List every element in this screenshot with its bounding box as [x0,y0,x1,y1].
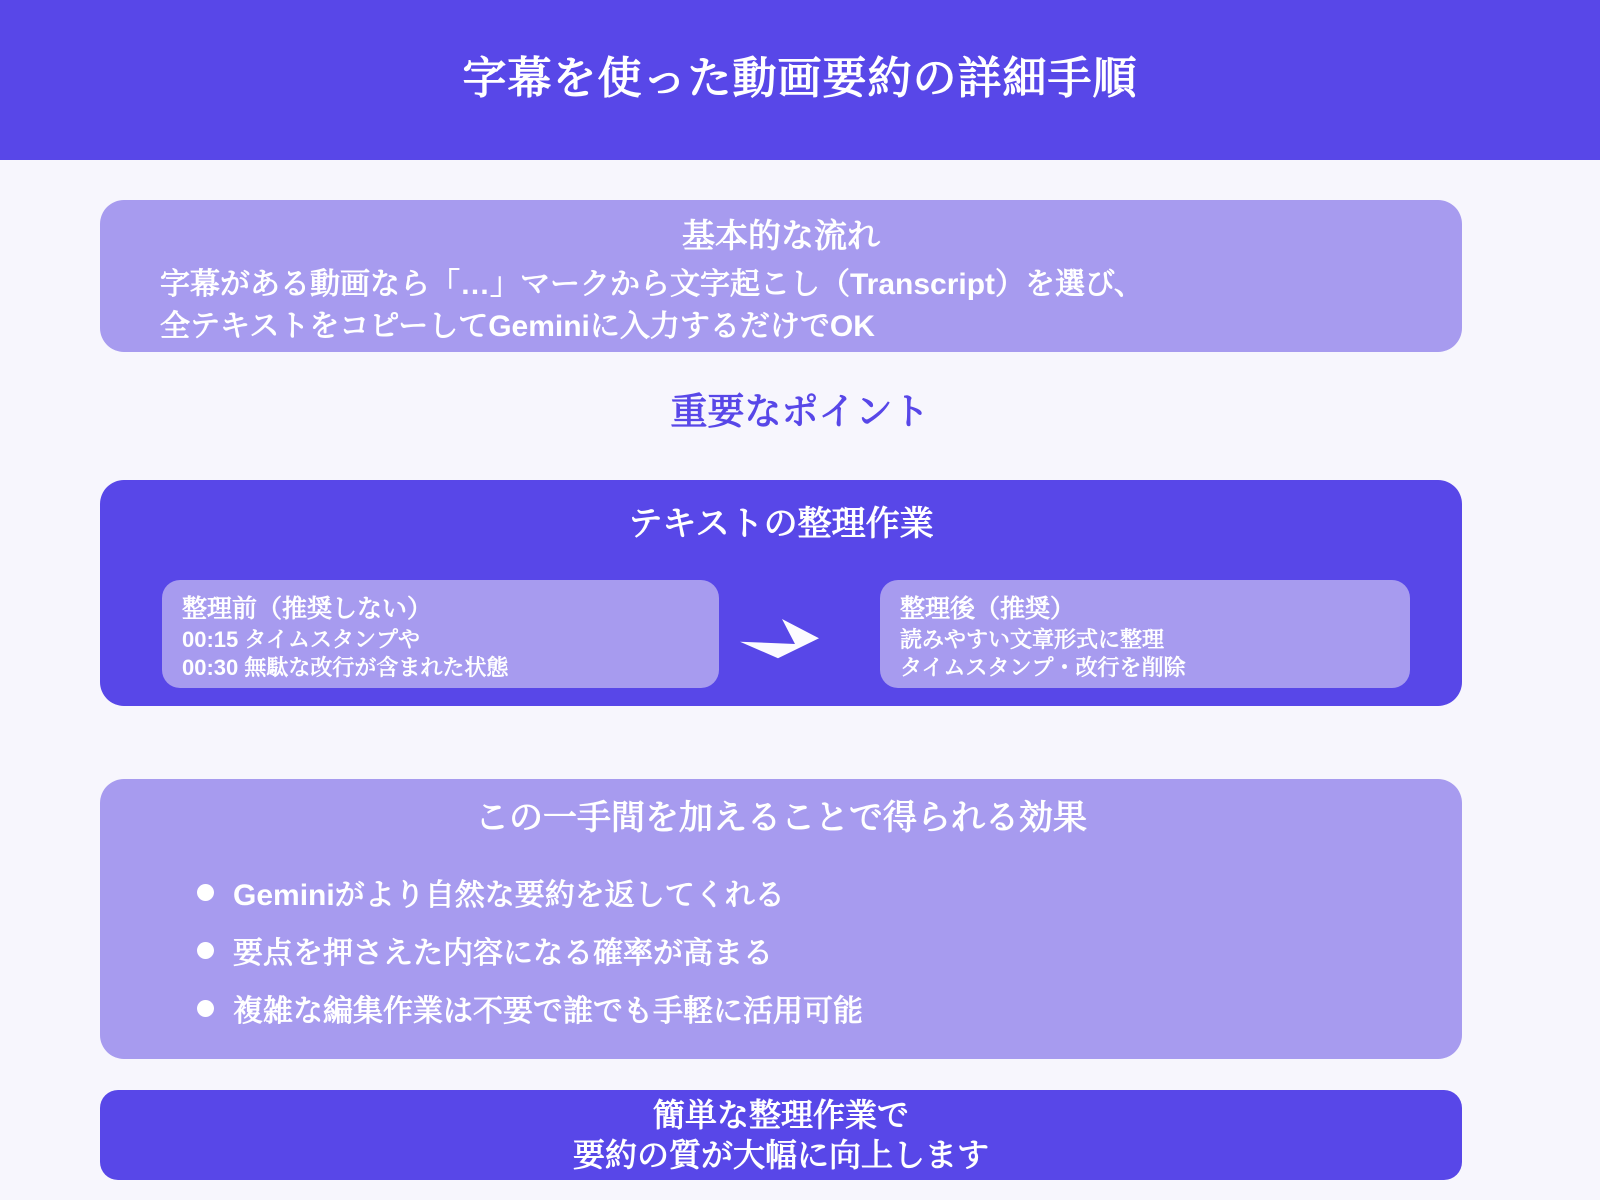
cleanup-before-line-2: 00:30 無駄な改行が含まれた状態 [182,655,509,680]
text-cleanup-card [100,480,1462,706]
effect-item [197,979,1462,1037]
conclusion-banner [100,1090,1462,1180]
arrow-right-icon [740,619,820,661]
cleanup-before-card [162,580,719,688]
effects-list [100,863,1462,1037]
effects-card [100,779,1462,1059]
effect-item [197,921,1462,979]
bullet-dot-icon [197,884,214,901]
header-banner [0,0,1600,160]
conclusion-line-2: 要約の質が大幅に向上します [572,1137,989,1173]
basic-flow-body [160,264,1402,348]
page-title: 字幕を使った動画要約の詳細手順 [462,54,1138,103]
bullet-dot-icon [197,942,214,959]
cleanup-after-title: 整理後（推奨） [900,595,1076,623]
cleanup-before-line-1: 00:15 タイムスタンプや [182,627,420,652]
effect-label: Geminiがより自然な要約を返してくれる [233,879,785,912]
effect-item [197,863,1462,921]
cleanup-after-line-2: タイムスタンプ・改行を削除 [900,655,1186,680]
cleanup-after-card [880,580,1410,688]
basic-flow-card [100,200,1462,352]
conclusion-line-1: 簡単な整理作業で [652,1097,909,1133]
cleanup-before-title: 整理前（推奨しない） [182,595,433,623]
basic-flow-line-1: 字幕がある動画なら「…」マークから文字起こし（Transcript）を選び、 [160,268,1144,301]
bullet-dot-icon [197,1000,214,1017]
effect-label: 複雑な編集作業は不要で誰でも手軽に活用可能 [233,995,863,1028]
basic-flow-line-2: 全テキストをコピーしてGeminiに入力するだけでOK [160,310,875,343]
important-points-heading: 重要なポイント [670,391,930,432]
cleanup-after-line-1: 読みやすい文章形式に整理 [900,627,1165,652]
effects-title: この一手間を加えることで得られる効果 [475,799,1087,837]
basic-flow-title: 基本的な流れ [682,217,880,254]
text-cleanup-title: テキストの整理作業 [628,505,934,543]
effect-label: 要点を押さえた内容になる確率が高まる [233,937,773,970]
